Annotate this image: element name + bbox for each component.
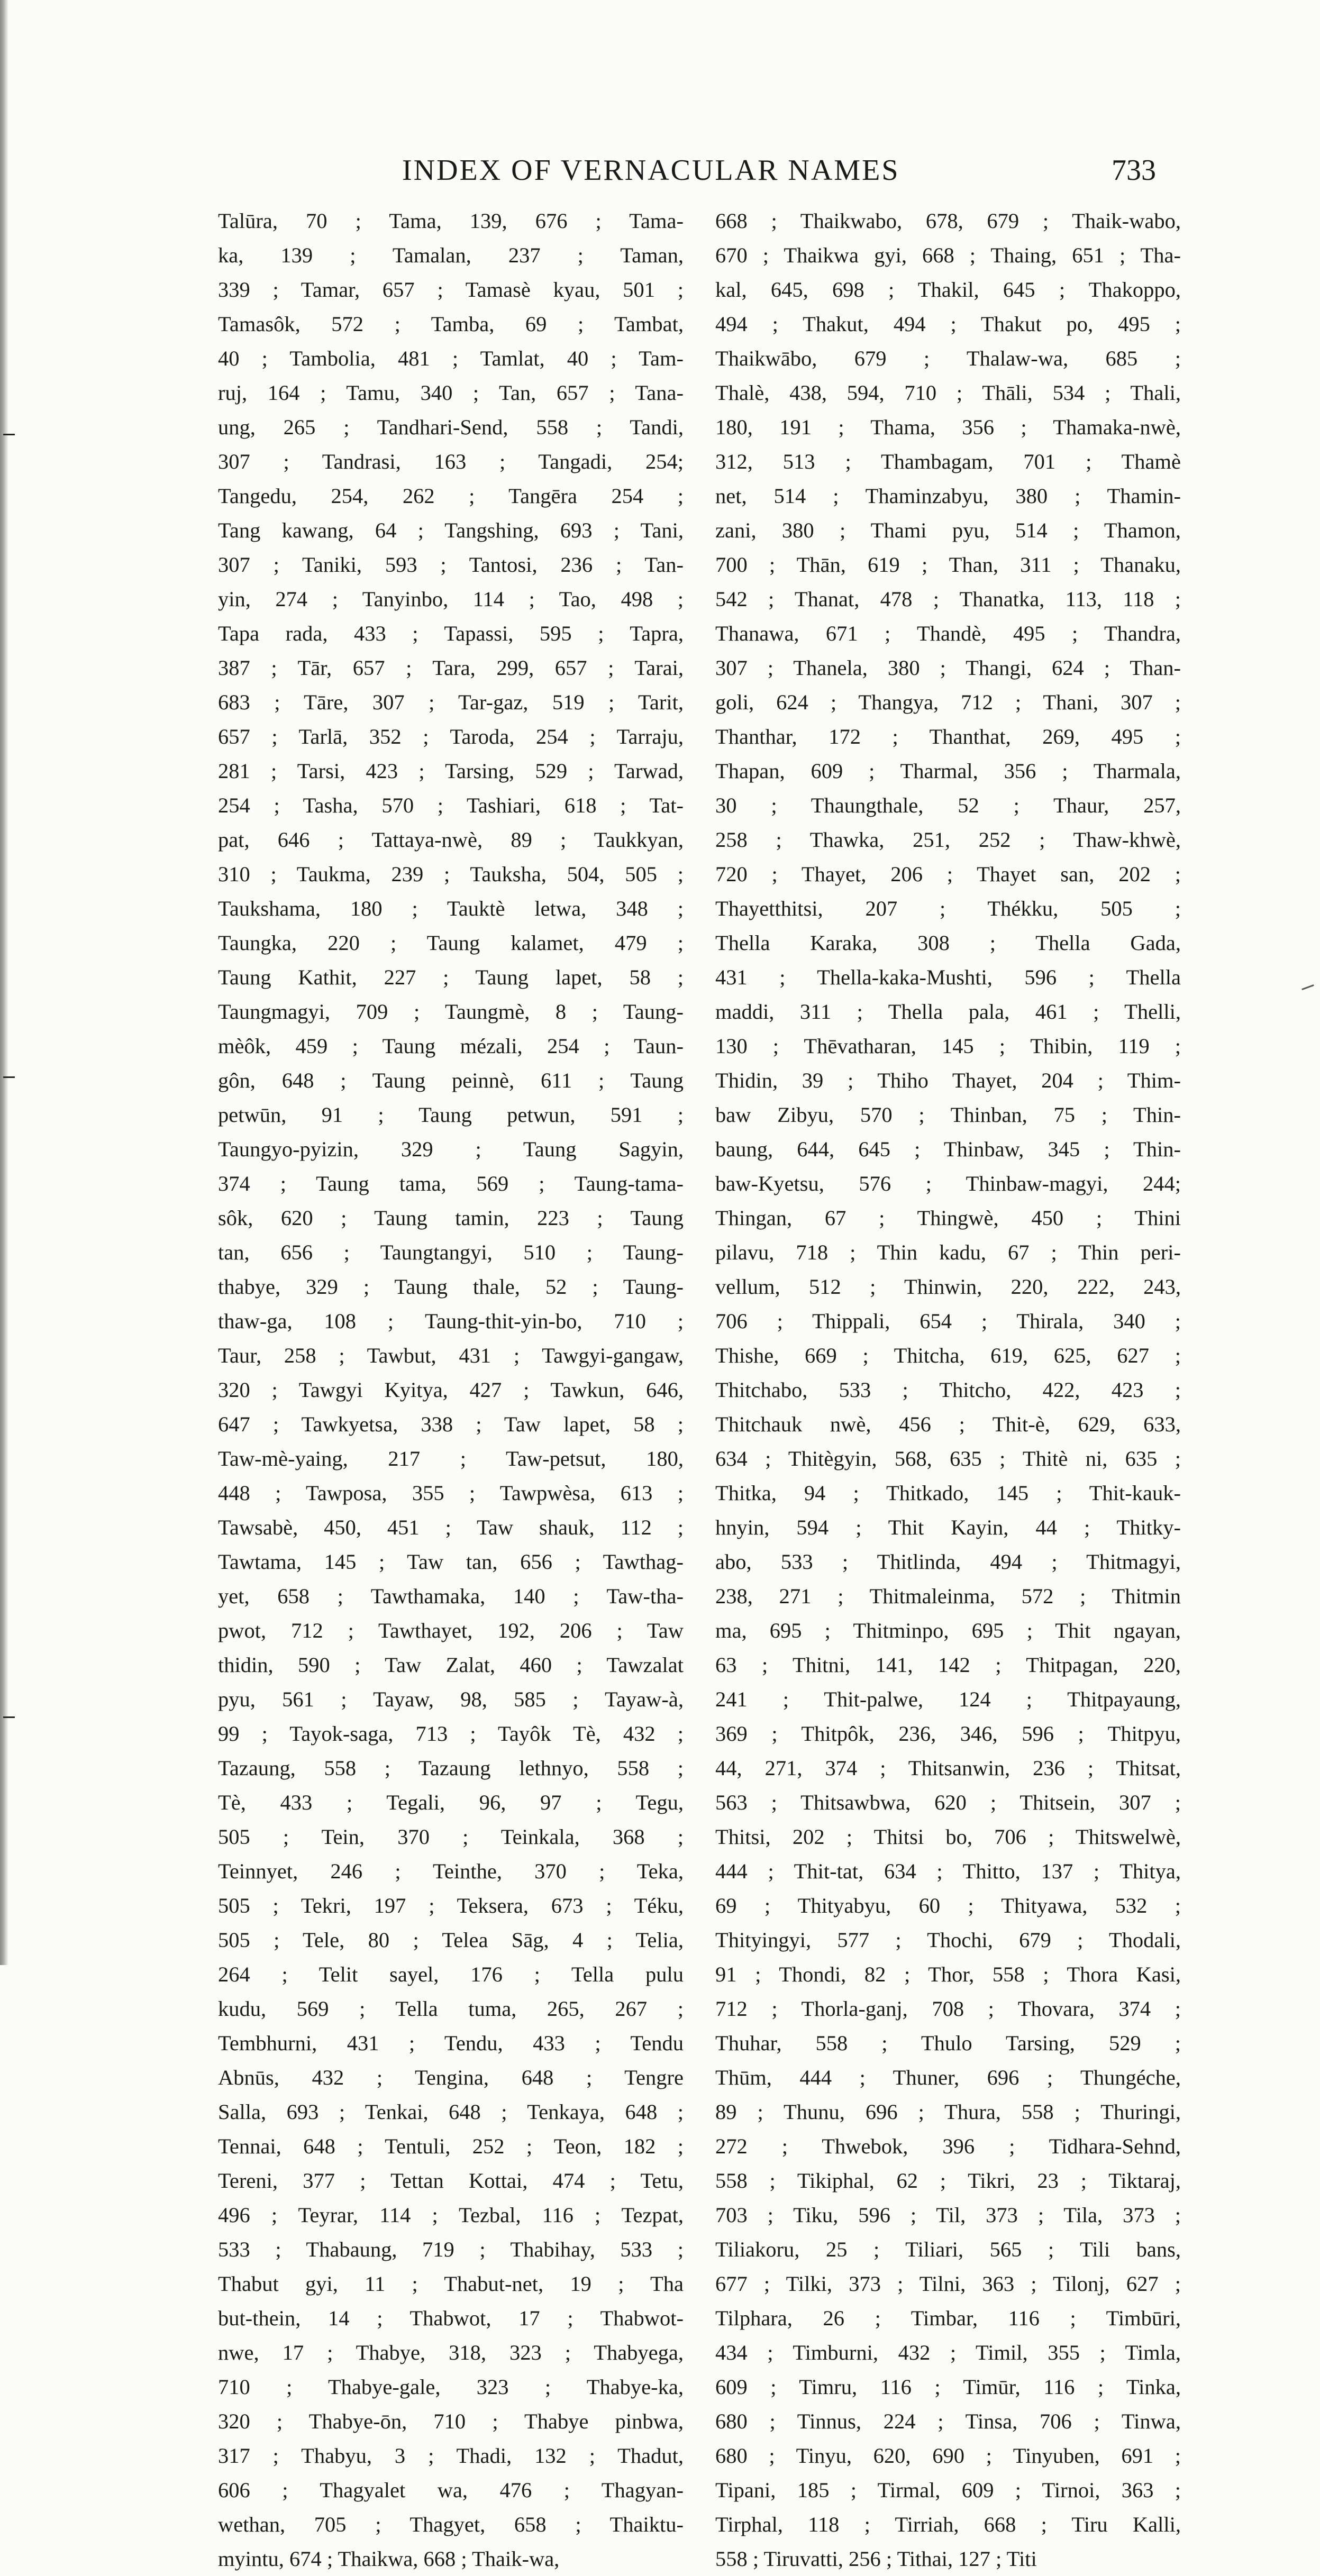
index-line: Tang kawang, 64 ; Tangshing, 693 ; Tani,	[218, 518, 684, 542]
index-line: 312, 513 ; Thambagam, 701 ; Thamè	[715, 450, 1181, 473]
index-line: maddi, 311 ; Thella pala, 461 ; Thelli,	[715, 1000, 1181, 1024]
index-line: Thapan, 609 ; Tharmal, 356 ; Tharmala,	[715, 759, 1181, 783]
index-line: pyu, 561 ; Tayaw, 98, 585 ; Tayaw-à,	[218, 1687, 684, 1711]
index-line: myintu, 674 ; Thaikwa, 668 ; Thaik-wa,	[218, 2547, 560, 2571]
index-line: wethan, 705 ; Thagyet, 658 ; Thaiktu-	[218, 2513, 684, 2536]
index-line: Abnūs, 432 ; Tengina, 648 ; Tengre	[218, 2066, 684, 2089]
index-line: 647 ; Tawkyetsa, 338 ; Taw lapet, 58 ;	[218, 1412, 684, 1436]
index-line: 542 ; Thanat, 478 ; Thanatka, 113, 118 ;	[715, 587, 1181, 611]
index-line: petwūn, 91 ; Taung petwun, 591 ;	[218, 1103, 684, 1127]
index-line: 374 ; Taung tama, 569 ; Taung-tama-	[218, 1172, 684, 1195]
index-line: kal, 645, 698 ; Thakil, 645 ; Thakoppo,	[715, 278, 1181, 302]
index-line: 258 ; Thawka, 251, 252 ; Thaw-khwè,	[715, 828, 1181, 852]
index-line: pat, 646 ; Tattaya-nwè, 89 ; Taukkyan,	[218, 828, 684, 852]
index-line: 310 ; Taukma, 239 ; Tauksha, 504, 505 ;	[218, 862, 684, 886]
index-line: 241 ; Thit-palwe, 124 ; Thitpayaung,	[715, 1687, 1181, 1711]
page-title: INDEX OF VERNACULAR NAMES	[402, 154, 900, 187]
index-line: Talūra, 70 ; Tama, 139, 676 ; Tama-	[218, 209, 684, 233]
index-line: sôk, 620 ; Taung tamin, 223 ; Taung	[218, 1206, 684, 1230]
index-line: Thella Karaka, 308 ; Thella Gada,	[715, 931, 1181, 955]
index-line: abo, 533 ; Thitlinda, 494 ; Thitmagyi,	[715, 1550, 1181, 1574]
index-line: 320 ; Tawgyi Kyitya, 427 ; Tawkun, 646,	[218, 1378, 684, 1402]
index-column-left	[218, 204, 684, 2576]
index-line: 369 ; Thitpôk, 236, 346, 596 ; Thitpyu,	[715, 1722, 1181, 1746]
index-line: Tazaung, 558 ; Tazaung lethnyo, 558 ;	[218, 1756, 684, 1780]
index-line: Thitka, 94 ; Thitkado, 145 ; Thit-kauk-	[715, 1481, 1181, 1505]
index-line: tan, 656 ; Taungtangyi, 510 ; Taung-	[218, 1240, 684, 1264]
index-line: 307 ; Taniki, 593 ; Tantosi, 236 ; Tan-	[218, 553, 684, 577]
index-line: 683 ; Tāre, 307 ; Tar-gaz, 519 ; Tarit,	[218, 690, 684, 714]
index-line: Tiliakoru, 25 ; Tiliari, 565 ; Tili bans,	[715, 2237, 1181, 2261]
index-line: thaw-ga, 108 ; Taung-thit-yin-bo, 710 ;	[218, 1309, 684, 1333]
index-line: 99 ; Tayok-saga, 713 ; Tayôk Tè, 432 ;	[218, 1722, 684, 1746]
index-line: 339 ; Tamar, 657 ; Tamasè kyau, 501 ;	[218, 278, 684, 302]
index-line: 69 ; Thityabyu, 60 ; Thityawa, 532 ;	[715, 1894, 1181, 1917]
stray-pen-mark	[1301, 984, 1314, 990]
index-line: pilavu, 718 ; Thin kadu, 67 ; Thin peri-	[715, 1240, 1181, 1264]
index-line: 606 ; Thagyalet wa, 476 ; Thagyan-	[218, 2478, 684, 2502]
index-line: ka, 139 ; Tamalan, 237 ; Taman,	[218, 243, 684, 267]
index-line: ung, 265 ; Tandhari-Send, 558 ; Tandi,	[218, 415, 684, 439]
index-line: 703 ; Tiku, 596 ; Til, 373 ; Tila, 373 ;	[715, 2203, 1181, 2227]
index-line: Tapa rada, 433 ; Tapassi, 595 ; Tapra,	[218, 622, 684, 645]
index-line: baung, 644, 645 ; Thinbaw, 345 ; Thin-	[715, 1137, 1181, 1161]
index-line: Tilphara, 26 ; Timbar, 116 ; Timbūri,	[715, 2306, 1181, 2330]
index-line: 720 ; Thayet, 206 ; Thayet san, 202 ;	[715, 862, 1181, 886]
index-line: Thitsi, 202 ; Thitsi bo, 706 ; Thitswelwè,	[715, 1825, 1181, 1849]
index-line: hnyin, 594 ; Thit Kayin, 44 ; Thitky-	[715, 1515, 1181, 1539]
index-line: Tamasôk, 572 ; Tamba, 69 ; Tambat,	[218, 312, 684, 336]
index-line: 238, 271 ; Thitmaleinma, 572 ; Thitmin	[715, 1584, 1181, 1608]
index-line: Tangedu, 254, 262 ; Tangēra 254 ;	[218, 484, 684, 508]
binding-mark	[3, 1716, 15, 1718]
index-line: pwot, 712 ; Tawthayet, 192, 206 ; Taw	[218, 1619, 684, 1642]
index-line: 494 ; Thakut, 494 ; Thakut po, 495 ;	[715, 312, 1181, 336]
index-line: Taungka, 220 ; Taung kalamet, 479 ;	[218, 931, 684, 955]
index-line: 254 ; Tasha, 570 ; Tashiari, 618 ; Tat-	[218, 793, 684, 817]
index-line: yin, 274 ; Tanyinbo, 114 ; Tao, 498 ;	[218, 587, 684, 611]
index-line: Tirphal, 118 ; Tirriah, 668 ; Tiru Kalli,	[715, 2513, 1181, 2536]
index-line: 444 ; Thit-tat, 634 ; Thitto, 137 ; Thitya,	[715, 1859, 1181, 1883]
page-number: 733	[1112, 154, 1156, 187]
index-line: 448 ; Tawposa, 355 ; Tawpwèsa, 613 ;	[218, 1481, 684, 1505]
index-column-right	[715, 204, 1181, 2576]
index-line: 180, 191 ; Thama, 356 ; Thamaka-nwè,	[715, 415, 1181, 439]
index-line: 558 ; Tiruvatti, 256 ; Tithai, 127 ; Titi	[715, 2547, 1037, 2571]
index-line: 677 ; Tilki, 373 ; Tilni, 363 ; Tilonj, 627 ;	[715, 2272, 1181, 2296]
index-line: 40 ; Tambolia, 481 ; Tamlat, 40 ; Tam-	[218, 346, 684, 370]
index-line: Thitchabo, 533 ; Thitcho, 422, 423 ;	[715, 1378, 1181, 1402]
index-line: 89 ; Thunu, 696 ; Thura, 558 ; Thuringi,	[715, 2100, 1181, 2124]
index-line: nwe, 17 ; Thabye, 318, 323 ; Thabyega,	[218, 2341, 684, 2364]
index-line: 505 ; Tein, 370 ; Teinkala, 368 ;	[218, 1825, 684, 1849]
index-line: 505 ; Tekri, 197 ; Teksera, 673 ; Téku,	[218, 1894, 684, 1917]
index-line: Tawtama, 145 ; Taw tan, 656 ; Tawthag-	[218, 1550, 684, 1574]
index-line: 130 ; Thēvatharan, 145 ; Thibin, 119 ;	[715, 1034, 1181, 1058]
index-line: Thūm, 444 ; Thuner, 696 ; Thungéche,	[715, 2066, 1181, 2089]
index-line: 706 ; Thippali, 654 ; Thirala, 340 ;	[715, 1309, 1181, 1333]
running-header	[217, 153, 1156, 190]
binding-mark	[3, 434, 15, 435]
index-line: Tawsabè, 450, 451 ; Taw shauk, 112 ;	[218, 1515, 684, 1539]
index-line: thidin, 590 ; Taw Zalat, 460 ; Tawzalat	[218, 1653, 684, 1677]
index-line: Tereni, 377 ; Tettan Kottai, 474 ; Tetu,	[218, 2169, 684, 2193]
index-line: 533 ; Thabaung, 719 ; Thabihay, 533 ;	[218, 2237, 684, 2261]
index-line: 700 ; Thān, 619 ; Than, 311 ; Thanaku,	[715, 553, 1181, 577]
index-line: 63 ; Thitni, 141, 142 ; Thitpagan, 220,	[715, 1653, 1181, 1677]
index-line: 387 ; Tār, 657 ; Tara, 299, 657 ; Tarai,	[218, 656, 684, 680]
index-line: 307 ; Tandrasi, 163 ; Tangadi, 254;	[218, 450, 684, 473]
index-line: baw Zibyu, 570 ; Thinban, 75 ; Thin-	[715, 1103, 1181, 1127]
index-line: 91 ; Thondi, 82 ; Thor, 558 ; Thora Kasi,	[715, 1962, 1181, 1986]
index-line: 264 ; Telit sayel, 176 ; Tella pulu	[218, 1962, 684, 1986]
index-line: 712 ; Thorla-ganj, 708 ; Thovara, 374 ;	[715, 1997, 1181, 2021]
index-line: Taung Kathit, 227 ; Taung lapet, 58 ;	[218, 965, 684, 989]
index-line: Thuhar, 558 ; Thulo Tarsing, 529 ;	[715, 2031, 1181, 2055]
index-line: 30 ; Thaungthale, 52 ; Thaur, 257,	[715, 793, 1181, 817]
index-line: Tembhurni, 431 ; Tendu, 433 ; Tendu	[218, 2031, 684, 2055]
index-line: 670 ; Thaikwa gyi, 668 ; Thaing, 651 ; Tha-	[715, 243, 1181, 267]
index-line: net, 514 ; Thaminzabyu, 380 ; Thamin-	[715, 484, 1181, 508]
index-line: Thidin, 39 ; Thiho Thayet, 204 ; Thim-	[715, 1068, 1181, 1092]
index-line: Taungyo-pyizin, 329 ; Taung Sagyin,	[218, 1137, 684, 1161]
index-line: 505 ; Tele, 80 ; Telea Sāg, 4 ; Telia,	[218, 1928, 684, 1952]
index-line: but-thein, 14 ; Thabwot, 17 ; Thabwot-	[218, 2306, 684, 2330]
index-line: Thingan, 67 ; Thingwè, 450 ; Thini	[715, 1206, 1181, 1230]
index-line: ruj, 164 ; Tamu, 340 ; Tan, 657 ; Tana-	[218, 381, 684, 405]
index-line: mèôk, 459 ; Taung mézali, 254 ; Taun-	[218, 1034, 684, 1058]
index-line: Thaikwābo, 679 ; Thalaw-wa, 685 ;	[715, 346, 1181, 370]
index-line: Thishe, 669 ; Thitcha, 619, 625, 627 ;	[715, 1344, 1181, 1367]
index-line: 668 ; Thaikwabo, 678, 679 ; Thaik-wabo,	[715, 209, 1181, 233]
index-line: Taur, 258 ; Tawbut, 431 ; Tawgyi-gangaw,	[218, 1344, 684, 1367]
index-line: yet, 658 ; Tawthamaka, 140 ; Taw-tha-	[218, 1584, 684, 1608]
index-line: 44, 271, 374 ; Thitsanwin, 236 ; Thitsat,	[715, 1756, 1181, 1780]
index-line: 558 ; Tikiphal, 62 ; Tikri, 23 ; Tiktaraj,	[715, 2169, 1181, 2193]
index-line: 317 ; Thabyu, 3 ; Thadi, 132 ; Thadut,	[218, 2444, 684, 2468]
index-line: Taw-mè-yaing, 217 ; Taw-petsut, 180,	[218, 1447, 684, 1470]
index-line: zani, 380 ; Thami pyu, 514 ; Thamon,	[715, 518, 1181, 542]
scan-edge-shadow	[0, 0, 8, 1965]
index-line: Thanthar, 172 ; Thanthat, 269, 495 ;	[715, 725, 1181, 748]
index-line: Taukshama, 180 ; Tauktè letwa, 348 ;	[218, 897, 684, 920]
index-line: Salla, 693 ; Tenkai, 648 ; Tenkaya, 648 ;	[218, 2100, 684, 2124]
index-line: 563 ; Thitsawbwa, 620 ; Thitsein, 307 ;	[715, 1791, 1181, 1814]
binding-mark	[3, 1076, 15, 1078]
index-line: Thalè, 438, 594, 710 ; Thāli, 534 ; Thali,	[715, 381, 1181, 405]
index-line: 320 ; Thabye-ōn, 710 ; Thabye pinbwa,	[218, 2409, 684, 2433]
index-line: 680 ; Tinnus, 224 ; Tinsa, 706 ; Tinwa,	[715, 2409, 1181, 2433]
index-line: 272 ; Thwebok, 396 ; Tidhara-Sehnd,	[715, 2134, 1181, 2158]
index-line: Thanawa, 671 ; Thandè, 495 ; Thandra,	[715, 622, 1181, 645]
index-line: kudu, 569 ; Tella tuma, 265, 267 ;	[218, 1997, 684, 2021]
index-line: Thitchauk nwè, 456 ; Thit-è, 629, 633,	[715, 1412, 1181, 1436]
index-line: Thayetthitsi, 207 ; Thékku, 505 ;	[715, 897, 1181, 920]
index-line: Tennai, 648 ; Tentuli, 252 ; Teon, 182 ;	[218, 2134, 684, 2158]
index-line: Taungmagyi, 709 ; Taungmè, 8 ; Taung-	[218, 1000, 684, 1024]
index-line: 434 ; Timburni, 432 ; Timil, 355 ; Timla,	[715, 2341, 1181, 2364]
index-line: 680 ; Tinyu, 620, 690 ; Tinyuben, 691 ;	[715, 2444, 1181, 2468]
index-line: Teinnyet, 246 ; Teinthe, 370 ; Teka,	[218, 1859, 684, 1883]
index-line: Tipani, 185 ; Tirmal, 609 ; Tirnoi, 363 ;	[715, 2478, 1181, 2502]
index-line: 307 ; Thanela, 380 ; Thangi, 624 ; Than-	[715, 656, 1181, 680]
index-line: 634 ; Thitègyin, 568, 635 ; Thitè ni, 635 ;	[715, 1447, 1181, 1470]
index-line: 657 ; Tarlā, 352 ; Taroda, 254 ; Tarraju,	[218, 725, 684, 748]
index-line: 281 ; Tarsi, 423 ; Tarsing, 529 ; Tarwad,	[218, 759, 684, 783]
index-line: 431 ; Thella-kaka-Mushti, 596 ; Thella	[715, 965, 1181, 989]
index-line: Thityingyi, 577 ; Thochi, 679 ; Thodali,	[715, 1928, 1181, 1952]
index-line: Tè, 433 ; Tegali, 96, 97 ; Tegu,	[218, 1791, 684, 1814]
index-line: vellum, 512 ; Thinwin, 220, 222, 243,	[715, 1275, 1181, 1299]
index-line: thabye, 329 ; Taung thale, 52 ; Taung-	[218, 1275, 684, 1299]
index-line: goli, 624 ; Thangya, 712 ; Thani, 307 ;	[715, 690, 1181, 714]
index-line: ma, 695 ; Thitminpo, 695 ; Thit ngayan,	[715, 1619, 1181, 1642]
index-line: 710 ; Thabye-gale, 323 ; Thabye-ka,	[218, 2375, 684, 2399]
index-line: 496 ; Teyrar, 114 ; Tezbal, 116 ; Tezpat,	[218, 2203, 684, 2227]
index-line: 609 ; Timru, 116 ; Timūr, 116 ; Tinka,	[715, 2375, 1181, 2399]
index-line: Thabut gyi, 11 ; Thabut-net, 19 ; Tha	[218, 2272, 684, 2296]
index-line: baw-Kyetsu, 576 ; Thinbaw-magyi, 244;	[715, 1172, 1181, 1195]
index-line: gôn, 648 ; Taung peinnè, 611 ; Taung	[218, 1068, 684, 1092]
